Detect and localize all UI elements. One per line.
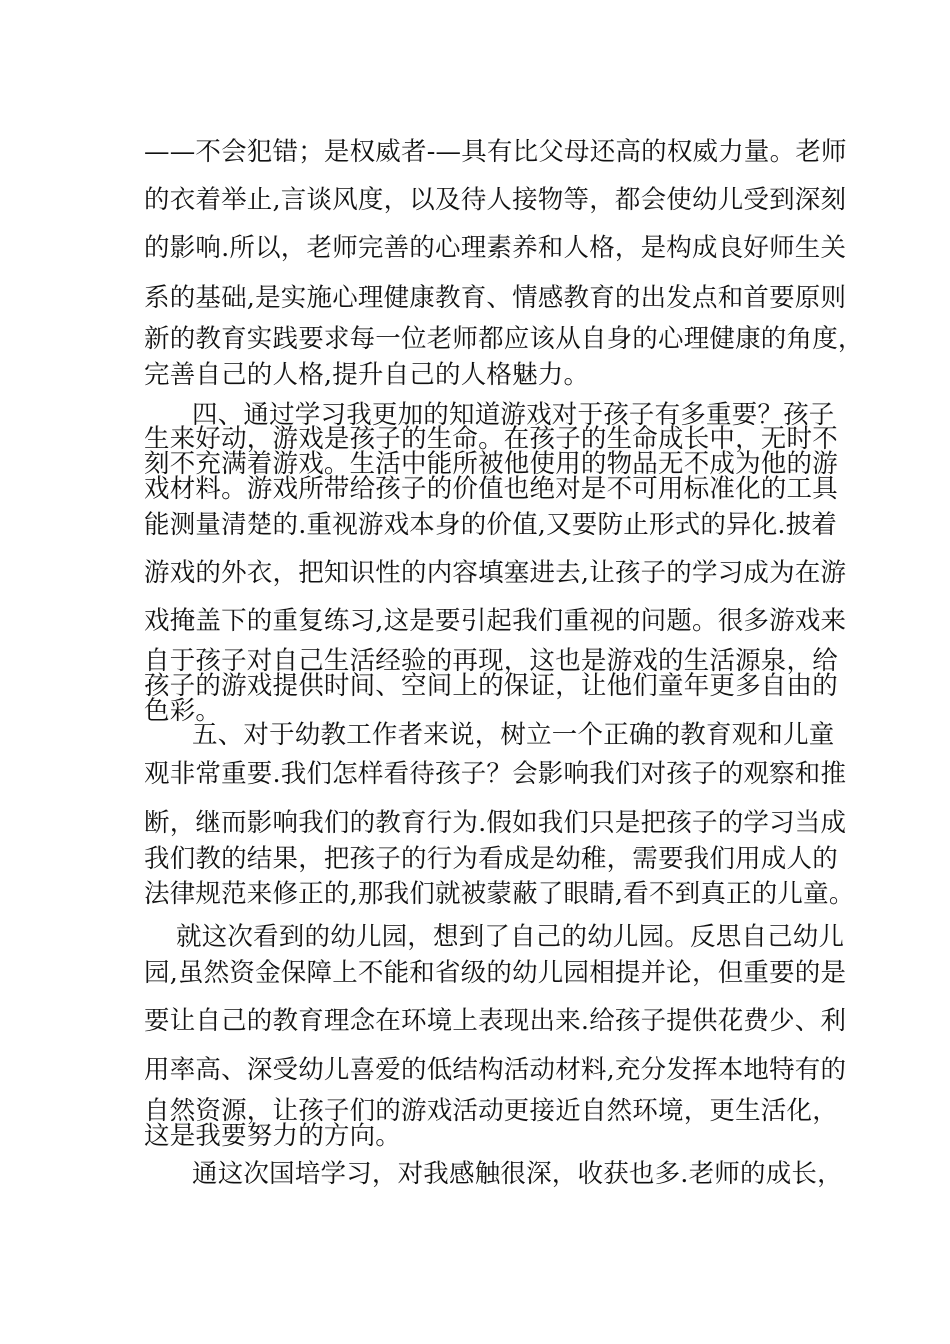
- text-line: 完善自己的人格,提升自己的人格魅力。: [144, 360, 590, 390]
- text-line: 我们教的结果，把孩子的行为看成是幼稚，需要我们用成人的: [144, 844, 838, 874]
- paragraph-heading-4: 四、通过学习我更加的知道游戏对于孩子有多重要？孩子: [192, 400, 835, 430]
- text-line: 法律规范来修正的,那我们就被蒙蔽了眼睛,看不到真正的儿童。: [144, 879, 855, 909]
- text-line: 戏材料。游戏所带给孩子的价值也绝对是不可用标准化的工具: [144, 474, 838, 504]
- text-line: 园,虽然资金保障上不能和省级的幼儿园相提并论，但重要的是: [144, 958, 847, 988]
- text-line: 能测量清楚的.重视游戏本身的价值,又要防止形式的异化.披着: [144, 510, 838, 540]
- text-line: 生来好动，游戏是孩子的生命。在孩子的生命成长中，无时不: [144, 424, 838, 454]
- text-line: 观非常重要.我们怎样看待孩子？会影响我们对孩子的观察和推: [144, 759, 847, 789]
- text-line: 孩子的游戏提供时间、空间上的保证，让他们童年更多自由的: [144, 671, 838, 701]
- text-line: 自然资源，让孩子们的游戏活动更接近自然环境，更生活化，: [144, 1096, 838, 1126]
- text-line: 刻不充满着游戏。生活中能所被他使用的物品无不成为他的游: [144, 449, 838, 479]
- text-line: 新的教育实践要求每一位老师都应该从自身的心理健康的角度，: [144, 324, 864, 354]
- text-line: 游戏的外衣，把知识性的内容填塞进去,让孩子的学习成为在游: [144, 558, 847, 588]
- text-line: 戏掩盖下的重复练习,这是要引起我们重视的问题。很多游戏来: [144, 606, 847, 636]
- paragraph-start: 通这次国培学习，对我感触很深，收获也多.老师的成长，: [192, 1159, 843, 1189]
- text-line: 自于孩子对自己生活经验的再现，这也是游戏的生活源泉，给: [144, 646, 838, 676]
- text-line: 断，继而影响我们的教育行为.假如我们只是把孩子的学习当成: [144, 808, 847, 838]
- text-line: 用率高、深受幼儿喜爱的低结构活动材料,充分发挥本地特有的: [144, 1055, 847, 1085]
- paragraph-heading-5: 五、对于幼教工作者来说，树立一个正确的教育观和儿童: [192, 720, 835, 750]
- paragraph-start: 就这次看到的幼儿园，想到了自己的幼儿园。反思自己幼儿: [176, 922, 845, 952]
- text-line: 这是我要努力的方向。: [144, 1121, 402, 1151]
- text-line: 系的基础,是实施心理健康教育、情感教育的出发点和首要原则: [144, 283, 847, 313]
- text-line: ——不会犯错；是权威者-—具有比父母还高的权威力量。老师: [144, 137, 847, 167]
- text-line: 色彩。: [144, 696, 222, 726]
- text-line: 的影响.所以，老师完善的心理素养和人格，是构成良好师生关: [144, 233, 847, 263]
- text-line: 要让自己的教育理念在环境上表现出来.给孩子提供花费少、利: [144, 1006, 847, 1036]
- text-line: 的衣着举止,言谈风度，以及待人接物等，都会使幼儿受到深刻: [144, 185, 847, 215]
